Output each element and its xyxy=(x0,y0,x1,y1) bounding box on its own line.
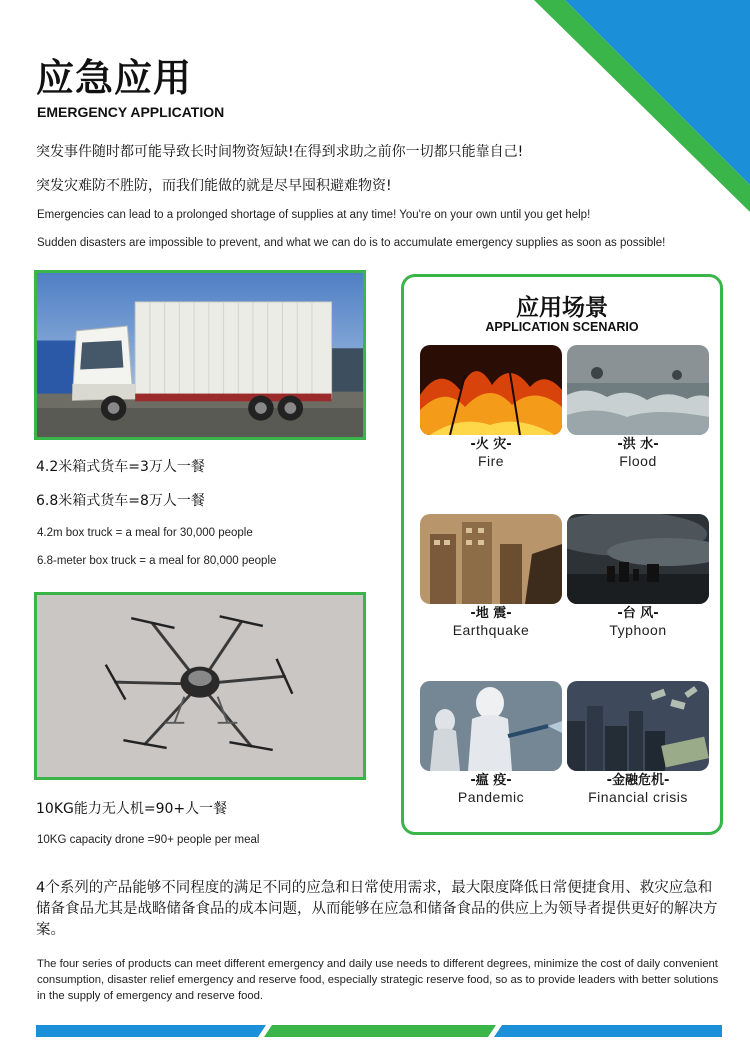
scenario-tile-financial-crisis xyxy=(567,681,709,806)
pandemic-photo xyxy=(420,681,562,771)
scenario-label-zh: -瘟 疫- xyxy=(470,773,512,788)
intro-en-line-1: Emergencies can lead to a prolonged shortage of supplies at any time! You're on your own until you get help! xyxy=(37,209,591,221)
scenario-tile-pandemic xyxy=(420,681,562,806)
fire-photo xyxy=(420,345,562,435)
scenario-label-en: Pandemic xyxy=(457,789,525,805)
scenario-subtitle: APPLICATION SCENARIO xyxy=(485,320,639,334)
scenario-label-en: Fire xyxy=(477,453,505,469)
scenario-tile-typhoon xyxy=(567,514,709,639)
hexacopter-drone-photo xyxy=(34,592,366,780)
intro-zh-line-1: 突发事件随时都可能导致长时间物资短缺!在得到求助之前你一切都只能靠自己! xyxy=(36,144,524,160)
truck-caption-en-1: 4.2m box truck = a meal for 30,000 people xyxy=(37,527,253,539)
scenario-label-zh: -火 灾- xyxy=(470,437,512,452)
scenario-label-zh: -洪 水- xyxy=(617,437,659,452)
scenario-label-en: Earthquake xyxy=(452,622,530,638)
scenario-label-zh: -金融危机- xyxy=(606,773,670,788)
application-scenario-panel xyxy=(401,274,723,835)
scenario-tile-fire xyxy=(420,345,562,470)
flood-photo xyxy=(567,345,709,435)
truck-caption-zh-2: 6.8米箱式货车=8万人一餐 xyxy=(36,493,205,509)
scenario-label-zh: -台 风- xyxy=(617,606,659,621)
summary-paragraph-zh: 4个系列的产品能够不同程度的满足不同的应急和日常使用需求，最大限度降低日常便捷食用、救灾应急和储备食品尤其是战略储备食品的成本问题，从而能够在应急和储备食品的供应上为领导者提供更好的解决方案。 xyxy=(36,880,718,938)
page-title: 应急应用 xyxy=(36,56,193,100)
scenario-tile-flood xyxy=(567,345,709,470)
typhoon-photo xyxy=(567,514,709,604)
truck-caption-zh-1: 4.2米箱式货车=3万人一餐 xyxy=(36,459,205,475)
scenario-label-en: Typhoon xyxy=(609,622,667,638)
summary-paragraph-en: The four series of products can meet different emergency and daily use needs to different degrees, minimize the cost of daily convenient consumption, disaster relief emergency and reserve food, especially strategic reserve food, so as to provide leaders with better solutions in the supply of emergency and reserve food. xyxy=(37,958,719,1002)
drone-caption-en: 10KG capacity drone =90+ people per meal xyxy=(37,834,260,846)
intro-en-line-2: Sudden disasters are impossible to prevent, and what we can do is to accumulate emergency supplies as soon as possible! xyxy=(37,237,666,249)
scenario-label-zh: -地 震- xyxy=(470,606,512,621)
scenario-tile-earthquake xyxy=(420,514,562,639)
corner-stripe-decoration xyxy=(490,0,750,260)
earthquake-photo xyxy=(420,514,562,604)
scenario-label-en: Flood xyxy=(619,453,657,469)
intro-zh-line-2: 突发灾难防不胜防，而我们能做的就是尽早囤积避难物资! xyxy=(36,178,392,194)
bottom-stripe-decoration xyxy=(36,1025,722,1037)
financial-crisis-photo xyxy=(567,681,709,771)
truck-caption-en-2: 6.8-meter box truck = a meal for 80,000 people xyxy=(37,555,277,567)
scenario-title: 应用场景 xyxy=(516,295,608,321)
scenario-label-en: Financial crisis xyxy=(588,789,688,805)
box-truck-photo xyxy=(34,270,366,440)
page-subtitle: EMERGENCY APPLICATION xyxy=(37,104,225,120)
drone-caption-zh: 10KG能力无人机=90+人一餐 xyxy=(36,801,228,817)
